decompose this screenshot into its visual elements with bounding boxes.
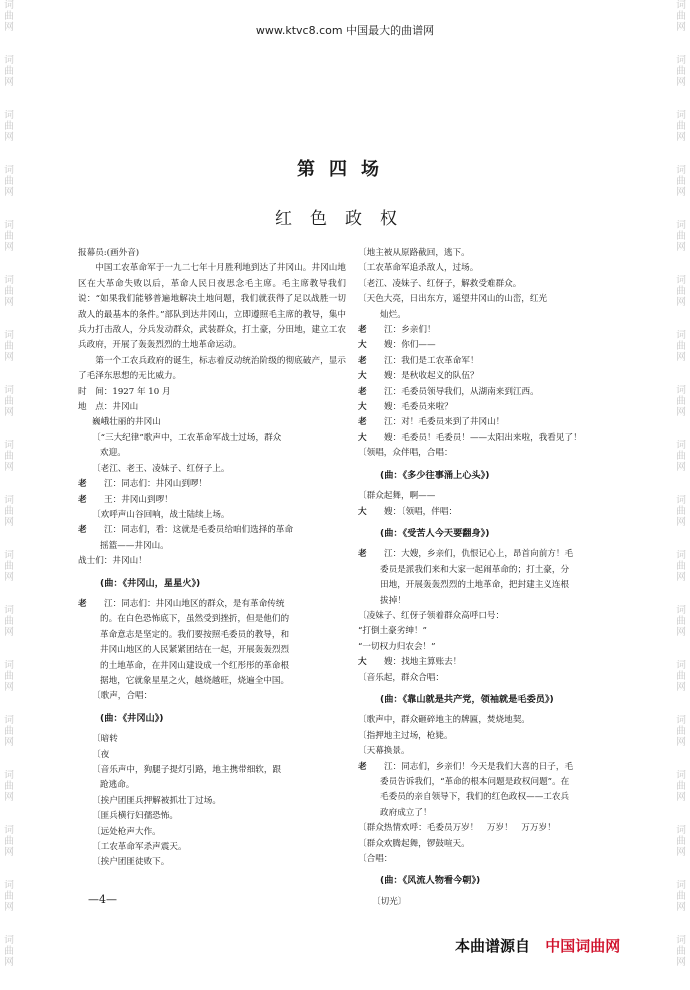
- script-line: 地 点：井冈山: [78, 402, 139, 413]
- dialogue-text: 江：对！毛委员来到了井冈山！: [384, 417, 505, 428]
- watermark-char: 曲: [676, 286, 686, 297]
- script-line: 〔挨户团匪兵押解被抓壮丁过场。: [92, 795, 221, 806]
- dialogue-line: [358, 415, 620, 430]
- watermark-char: 曲: [676, 946, 686, 957]
- watermark-char: 网: [4, 132, 14, 143]
- watermark-char: 曲: [4, 451, 14, 462]
- watermark-char: 曲: [676, 11, 686, 22]
- dialogue-text: 江：毛委员领导我们，从湖南来到江西。: [384, 386, 539, 397]
- watermark-char: 曲: [4, 231, 14, 242]
- speaker-label: 老: [78, 494, 87, 505]
- watermark-char: 网: [676, 22, 686, 33]
- footer-credit: [455, 935, 620, 956]
- script-line: 〔挨户团匪徒败下。: [92, 857, 170, 868]
- watermark-char: 网: [4, 517, 14, 528]
- watermark-char: 曲: [676, 781, 686, 792]
- script-line: 〔工农革命军杀声震天。: [92, 842, 187, 853]
- script-line: 政府成立了！: [380, 807, 432, 818]
- script-line: 拔掉！: [380, 595, 406, 606]
- speaker-label: 大: [358, 506, 367, 517]
- dialogue-text: 江：同志们，乡亲们！今天是我们大喜的日子，毛: [384, 761, 574, 772]
- watermark-char: 曲: [676, 891, 686, 902]
- dialogue-line: [358, 655, 620, 670]
- dialogue-line: [358, 400, 620, 415]
- watermark-group: [672, 440, 690, 495]
- script-line: 的。在白色恐怖底下，虽然受到挫折，但是他们的: [100, 614, 290, 625]
- script-line: 巍峨壮丽的井冈山: [92, 417, 161, 428]
- dialogue-line: [358, 760, 620, 775]
- script-line: 田地，开展轰轰烈烈的土地革命，把封建主义连根: [380, 580, 570, 591]
- watermark-char: 词: [676, 440, 686, 451]
- watermark-char: 词: [676, 110, 686, 121]
- watermark-group: [672, 825, 690, 880]
- watermark-char: 词: [4, 55, 14, 66]
- dialogue-line: [358, 505, 620, 520]
- dialogue-text: 江：同志们：井冈山地区的群众，是有革命传统: [104, 598, 285, 609]
- dialogue-text: 嫂：毛委员来啦？: [384, 402, 453, 413]
- watermark-char: 网: [4, 297, 14, 308]
- watermark-char: 曲: [676, 231, 686, 242]
- script-line: “打倒土豪劣绅！”: [358, 626, 427, 637]
- watermark-group: [0, 330, 18, 385]
- watermark-char: 网: [4, 737, 14, 748]
- watermark-char: 曲: [676, 561, 686, 572]
- watermark-char: 词: [676, 770, 686, 781]
- song-cue: (曲：《多少往事涌上心头》): [380, 469, 490, 481]
- watermark-char: 词: [4, 495, 14, 506]
- watermark-char: 曲: [4, 891, 14, 902]
- script-line: 委员告诉我们，“革命的根本问题是政权问题”。在: [380, 777, 570, 787]
- script-line: 〔工农革命军追杀敌人，过场。: [358, 263, 479, 274]
- script-line: 〔欢呼声山谷回响，战士陆续上场。: [92, 509, 230, 520]
- watermark-char: 词: [676, 715, 686, 726]
- speaker-label: 老: [358, 386, 367, 397]
- watermark-group: [672, 715, 690, 770]
- watermark-char: 词: [676, 0, 686, 11]
- watermark-group: [672, 880, 690, 935]
- watermark-char: 词: [4, 825, 14, 836]
- footer-site-link[interactable]: 中国词曲网: [545, 937, 621, 955]
- watermark-group: [672, 770, 690, 825]
- speaker-label: 老: [358, 761, 367, 772]
- watermark-group: [0, 880, 18, 935]
- watermark-char: 网: [676, 737, 686, 748]
- script-line: 毛委员的亲自领导下，我们的红色政权——工农兵: [380, 792, 570, 803]
- watermark-char: 曲: [4, 726, 14, 737]
- script-line: 〔群众热情欢呼：毛委员万岁！ 万岁！ 万万岁！: [358, 823, 556, 834]
- script-line: 报幕员:(画外音): [78, 248, 140, 258]
- watermark-group: [672, 0, 690, 55]
- script-line: 〔匪兵横行妇孺恐怖。: [92, 811, 178, 822]
- speaker-label: 老: [358, 549, 367, 560]
- dialogue-line: [358, 369, 620, 384]
- dialogue-line: [78, 493, 346, 508]
- watermark-char: 词: [4, 935, 14, 946]
- dialogue-line: [358, 547, 620, 562]
- watermark-char: 网: [676, 242, 686, 253]
- script-line: 〔老江、凌妹子、红伢子，解救受难群众。: [358, 278, 522, 289]
- watermark-char: 网: [676, 132, 686, 143]
- watermark-group: [0, 385, 18, 440]
- script-line: 〔天幕换景。: [358, 746, 410, 757]
- watermark-char: 词: [676, 330, 686, 341]
- watermark-group: [0, 440, 18, 495]
- watermark-char: 网: [676, 572, 686, 583]
- script-line: 的土地革命，在井冈山建设成一个红彤彤的革命根: [100, 660, 290, 671]
- watermark-group: [0, 770, 18, 825]
- script-line: 革命意志是坚定的。我们要按照毛委员的教导，和: [100, 629, 290, 640]
- watermark-char: 曲: [676, 616, 686, 627]
- watermark-column-left: [0, 0, 18, 990]
- watermark-char: 网: [4, 902, 14, 913]
- watermark-char: 词: [4, 220, 14, 231]
- script-line: 井冈山地区的人民紧紧团结在一起，开展轰轰烈烈: [100, 645, 290, 656]
- watermark-char: 网: [676, 902, 686, 913]
- dialogue-line: [78, 523, 346, 538]
- dialogue-line: [78, 477, 346, 492]
- watermark-char: 网: [4, 682, 14, 693]
- page-number: —4—: [88, 893, 117, 906]
- song-cue: (曲：《靠山就是共产党，领袖就是毛委员》): [380, 693, 554, 705]
- watermark-group: [0, 935, 18, 990]
- dialogue-text: 嫂：你们——: [384, 340, 436, 351]
- watermark-group: [0, 495, 18, 550]
- watermark-char: 网: [4, 462, 14, 473]
- speaker-label: 老: [78, 479, 87, 490]
- watermark-group: [0, 605, 18, 660]
- speaker-label: 老: [78, 525, 87, 536]
- dialogue-text: 嫂：是秋收起义的队伍？: [384, 371, 479, 382]
- watermark-char: 词: [4, 880, 14, 891]
- dialogue-text: 江：乡亲们！: [384, 325, 436, 336]
- scene-subtitle: 红色政权: [275, 209, 415, 229]
- watermark-char: 词: [676, 220, 686, 231]
- watermark-group: [0, 55, 18, 110]
- dialogue-line: [358, 431, 620, 446]
- speaker-label: 大: [358, 657, 367, 668]
- script-line: 〔天色大亮，日出东方，遥望井冈山的山峦，红光: [358, 294, 548, 305]
- watermark-char: 网: [676, 517, 686, 528]
- dialogue-line: [358, 354, 620, 369]
- dialogue-line: [358, 385, 620, 400]
- watermark-char: 网: [676, 792, 686, 803]
- watermark-char: 网: [4, 352, 14, 363]
- watermark-char: 词: [4, 440, 14, 451]
- dialogue-text: 嫂：毛委员！毛委员！——太阳出来啦，我看见了！: [384, 432, 582, 443]
- footer-source-label: 本曲谱源自: [455, 937, 531, 955]
- watermark-char: 曲: [4, 176, 14, 187]
- watermark-char: 词: [4, 385, 14, 396]
- watermark-char: 曲: [676, 451, 686, 462]
- script-line: 欢迎。: [100, 448, 126, 459]
- watermark-char: 曲: [676, 341, 686, 352]
- watermark-char: 曲: [676, 506, 686, 517]
- watermark-char: 曲: [676, 396, 686, 407]
- watermark-char: 网: [676, 297, 686, 308]
- dialogue-text: 嫂：〔领唱，伴唱：: [384, 506, 458, 517]
- watermark-group: [0, 550, 18, 605]
- script-line: 〔群众欢腾起舞，锣鼓喧天。: [358, 838, 470, 849]
- script-line: “一切权力归农会！”: [358, 641, 436, 652]
- speaker-label: 老: [78, 598, 87, 609]
- watermark-char: 曲: [4, 121, 14, 132]
- watermark-char: 曲: [4, 341, 14, 352]
- song-cue: (曲：《井冈山，星星火》): [100, 577, 201, 589]
- watermark-char: 曲: [4, 781, 14, 792]
- watermark-group: [672, 660, 690, 715]
- watermark-char: 词: [4, 550, 14, 561]
- script-line: 战士们：井冈山！: [78, 556, 147, 567]
- speaker-label: 大: [358, 371, 367, 382]
- watermark-char: 网: [4, 957, 14, 968]
- watermark-char: 词: [4, 110, 14, 121]
- script-line: 〔地主被从原路截回，逃下。: [358, 248, 470, 258]
- watermark-char: 曲: [4, 286, 14, 297]
- watermark-char: 曲: [676, 121, 686, 132]
- watermark-char: 曲: [676, 671, 686, 682]
- script-line: 〔老江、老王、凌妹子、红伢子上。: [92, 463, 230, 474]
- watermark-char: 网: [676, 627, 686, 638]
- watermark-char: 网: [676, 847, 686, 858]
- script-line: 〔切光〕: [372, 896, 407, 907]
- watermark-char: 曲: [4, 946, 14, 957]
- script-line: 〔音乐声中，狗腿子提灯引路，地主携带细软，跟: [92, 765, 282, 775]
- watermark-group: [672, 550, 690, 605]
- watermark-char: 网: [676, 407, 686, 418]
- script-line: 据地，它就象星星之火，越烧越旺，烧遍全中国。: [100, 675, 290, 686]
- watermark-group: [0, 715, 18, 770]
- script-line: 〔合唱：: [358, 854, 393, 865]
- watermark-char: 词: [4, 165, 14, 176]
- script-line: 〔指押地主过场，枪毙。: [358, 730, 453, 741]
- watermark-char: 网: [4, 627, 14, 638]
- watermark-char: 词: [676, 935, 686, 946]
- narration-paragraph: 中国工农革命军于一九二七年十月胜利地到达了井冈山。井冈山地区在大革命失败以后，革命人民日夜思念毛主席。毛主席教导我们说：“如果我们能够普遍地解决土地问题，我们就获得了足以战胜一切敌人的最基本的条件。”部队到达井冈山，立即遵照毛主席的教导，集中兵力打击敌人，分兵发动群众，武装群众，打土豪，分田地，建立工农兵政府，开展了轰轰烈烈的土地革命运动。: [78, 263, 346, 351]
- dialogue-text: 江：大嫂，乡亲们，仇恨记心上，昂首向前方！毛: [384, 549, 574, 560]
- script-line: 灿烂。: [380, 309, 406, 320]
- song-cue: (曲：《风流人物看今朝》): [380, 875, 481, 887]
- watermark-group: [672, 55, 690, 110]
- script-line: 〔领唱，众伴唱，合唱：: [358, 448, 453, 459]
- watermark-char: 网: [4, 407, 14, 418]
- watermark-group: [672, 385, 690, 440]
- watermark-char: 曲: [4, 506, 14, 517]
- watermark-char: 词: [4, 660, 14, 671]
- speaker-label: 老: [358, 325, 367, 336]
- script-line: 〔群众起舞，啊——: [358, 491, 436, 502]
- watermark-char: 网: [4, 77, 14, 88]
- watermark-char: 词: [4, 715, 14, 726]
- speaker-label: 大: [358, 432, 367, 443]
- watermark-group: [672, 330, 690, 385]
- script-line: 跄逃命。: [100, 780, 135, 791]
- script-column-left: [78, 246, 346, 871]
- watermark-char: 词: [676, 825, 686, 836]
- watermark-char: 词: [676, 660, 686, 671]
- script-column-right: [358, 246, 620, 910]
- watermark-char: 词: [676, 605, 686, 616]
- dialogue-line: [358, 338, 620, 353]
- watermark-char: 曲: [4, 396, 14, 407]
- speaker-label: 大: [358, 340, 367, 351]
- script-line: 〔音乐起，群众合唱：: [358, 672, 444, 683]
- dialogue-text: 江：同志们：井冈山到啰！: [104, 479, 208, 490]
- watermark-char: 词: [4, 330, 14, 341]
- script-line: 〔远处枪声大作。: [92, 826, 161, 837]
- script-line: 〔“三大纪律”歌声中，工农革命军战士过场，群众: [92, 432, 282, 443]
- watermark-char: 曲: [4, 66, 14, 77]
- dialogue-line: [358, 323, 620, 338]
- watermark-char: 网: [676, 682, 686, 693]
- watermark-group: [0, 660, 18, 715]
- dialogue-line: [78, 597, 346, 612]
- speaker-label: 老: [358, 417, 367, 428]
- watermark-char: 词: [4, 0, 14, 11]
- song-cue: (曲：《受苦人今天要翻身》): [380, 527, 490, 539]
- dialogue-text: 江：同志们，看：这就是毛委员给咱们选择的革命: [104, 525, 294, 536]
- speaker-label: 大: [358, 402, 367, 413]
- watermark-char: 网: [4, 847, 14, 858]
- watermark-group: [672, 605, 690, 660]
- script-line: 摇篮——井冈山。: [100, 540, 169, 551]
- watermark-char: 网: [676, 462, 686, 473]
- dialogue-text: 江：我们是工农革命军！: [384, 355, 479, 366]
- speaker-label: 老: [358, 355, 367, 366]
- watermark-group: [672, 275, 690, 330]
- narration-paragraph: 第一个工农兵政府的诞生，标志着反动统治阶级的彻底破产，显示了毛泽东思想的无比威力。: [78, 355, 346, 382]
- watermark-char: 网: [676, 77, 686, 88]
- watermark-char: 词: [676, 55, 686, 66]
- watermark-char: 网: [4, 242, 14, 253]
- watermark-char: 曲: [4, 836, 14, 847]
- watermark-char: 网: [4, 187, 14, 198]
- script-line: 委员是派我们来和大家一起闹革命的；打土豪，分: [380, 564, 570, 575]
- watermark-char: 网: [4, 792, 14, 803]
- script-line: 〔凌妹子、红伢子领着群众高呼口号：: [358, 610, 505, 621]
- watermark-char: 网: [676, 352, 686, 363]
- dialogue-text: 嫂：找地主算账去！: [384, 657, 462, 668]
- watermark-group: [672, 495, 690, 550]
- watermark-char: 词: [676, 880, 686, 891]
- watermark-group: [0, 825, 18, 880]
- script-line: 时 间：1927 年 10 月: [78, 386, 171, 397]
- watermark-char: 词: [676, 275, 686, 286]
- watermark-char: 网: [4, 22, 14, 33]
- watermark-char: 曲: [4, 616, 14, 627]
- song-cue: (曲：《井冈山》): [100, 712, 164, 724]
- watermark-char: 曲: [4, 11, 14, 22]
- watermark-char: 曲: [676, 836, 686, 847]
- watermark-group: [0, 275, 18, 330]
- scene-title: 第四场: [297, 159, 393, 180]
- watermark-char: 词: [676, 385, 686, 396]
- script-line: 〔歌声中，群众砸碎地主的牌匾，焚烧地契。: [358, 715, 530, 726]
- watermark-column-right: [672, 0, 690, 990]
- watermark-char: 词: [4, 770, 14, 781]
- watermark-char: 词: [4, 605, 14, 616]
- watermark-char: 曲: [4, 671, 14, 682]
- watermark-char: 词: [676, 495, 686, 506]
- site-header: www.ktvc8.com 中国最大的曲谱网: [255, 24, 435, 37]
- watermark-char: 网: [676, 187, 686, 198]
- watermark-char: 曲: [676, 176, 686, 187]
- watermark-char: 曲: [676, 726, 686, 737]
- watermark-char: 词: [676, 550, 686, 561]
- watermark-group: [672, 935, 690, 990]
- watermark-char: 词: [676, 165, 686, 176]
- watermark-char: 网: [4, 572, 14, 583]
- dialogue-text: 王：井冈山到啰！: [104, 494, 173, 505]
- watermark-char: 网: [676, 957, 686, 968]
- script-line: 〔夜: [92, 749, 110, 760]
- watermark-char: 曲: [676, 66, 686, 77]
- watermark-group: [0, 0, 18, 55]
- script-line: 〔暗转: [92, 734, 118, 745]
- script-line: 〔歌声，合唱：: [92, 691, 153, 702]
- watermark-char: 词: [4, 275, 14, 286]
- watermark-char: 曲: [4, 561, 14, 572]
